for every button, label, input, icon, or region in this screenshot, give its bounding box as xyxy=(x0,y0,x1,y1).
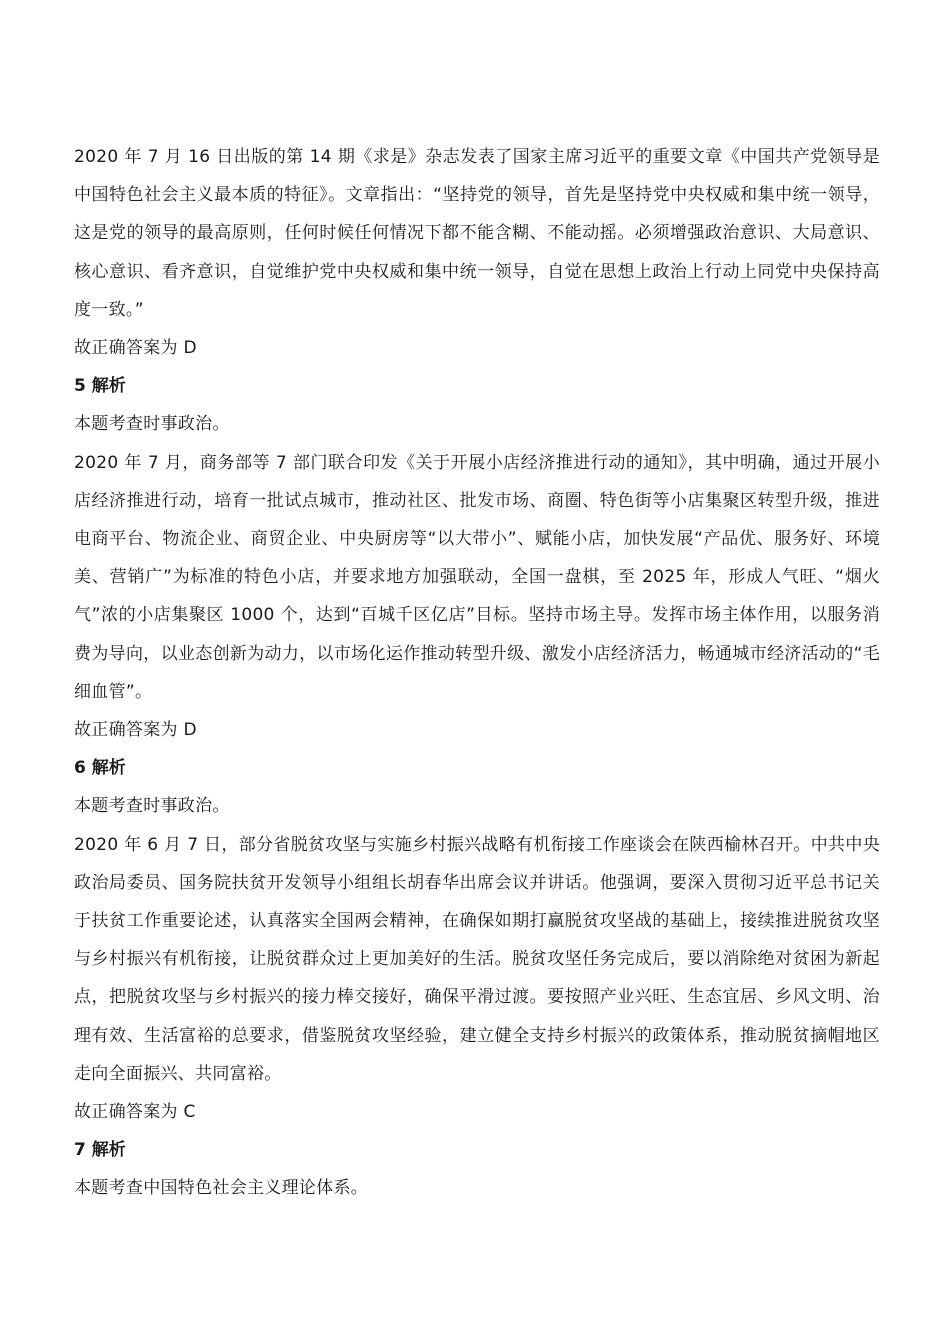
question-6-result: 故正确答案为 C xyxy=(74,1102,196,1123)
answer-4-result: 故正确答案为 D xyxy=(74,338,197,359)
question-6-explanation: 2020 年 6 月 7 日，部分省脱贫攻坚与实施乡村振兴战略有机衔接工作座谈会在陕西榆林召开。中共中央政治局委员、国务院扶贫开发领导小组组长胡春华出席会议并讲话。他强调，要深入贯彻习近平总书记关于扶贫工作重要论述，认真落实全国两会精神，在确保如期打赢脱贫攻坚战的基础上，接续推进脱贫攻坚与乡村振兴有机衔接，让脱贫群众过上更加美好的生活。脱贫攻坚任务完成后，要以消除绝对贫困为新起点，把脱贫攻坚与乡村振兴的接力棒交接好，确保平滑过渡。要按照产业兴旺、生态宜居、乡风文明、治理有效、生活富裕的总要求，借鉴脱贫攻坚经验，建立健全支持乡村振兴的政策体系，推动脱贫摘帽地区走向全面振兴、共同富裕。 xyxy=(74,834,880,1084)
question-6-heading: 6 解析 xyxy=(74,758,126,779)
question-7-heading: 7 解析 xyxy=(74,1140,126,1161)
answer-4-text: 2020 年 7 月 16 日出版的第 14 期《求是》杂志发表了国家主席习近平的重要文章《中国共产党领导是中国特色社会主义最本质的特征》。文章指出：“坚持党的领导，首先是坚持党中央权威和集中统一领导，这是党的领导的最高原则，任何时候任何情况下都不能含糊、不能动摇。必须增强政治意识、大局意识、核心意识、看齐意识，自觉维护党中央权威和集中统一领导，自觉在思想上政治上行动上同党中央保持高度一致。” xyxy=(74,147,880,320)
question-5-result: 故正确答案为 D xyxy=(74,720,197,741)
question-5-topic: 本题考查时事政治。 xyxy=(74,414,230,435)
document-page xyxy=(74,138,880,1208)
question-5-heading: 5 解析 xyxy=(74,376,126,397)
question-7-topic: 本题考查中国特色社会主义理论体系。 xyxy=(74,1178,369,1199)
question-6-topic: 本题考查时事政治。 xyxy=(74,796,230,817)
question-5-explanation: 2020 年 7 月，商务部等 7 部门联合印发《关于开展小店经济推进行动的通知》，其中明确，通过开展小店经济推进行动，培育一批试点城市，推动社区、批发市场、商圈、特色街等小店集聚区转型升级，推进电商平台、物流企业、商贸企业、中央厨房等“以大带小”、赋能小店，加快发展“产品优、服务好、环境美、营销广”为标准的特色小店，并要求地方加强联动，全国一盘棋，至 2025 年，形成人气旺、“烟火气”浓的小店集聚区 1000 个，达到“百城千区亿店”目标。坚持市场主导。发挥市场主体作用，以服务消费为导向，以业态创新为动力，以市场化运作推动转型升级、激发小店经济活力，畅通城市经济活动的“毛细血管”。 xyxy=(74,452,880,702)
